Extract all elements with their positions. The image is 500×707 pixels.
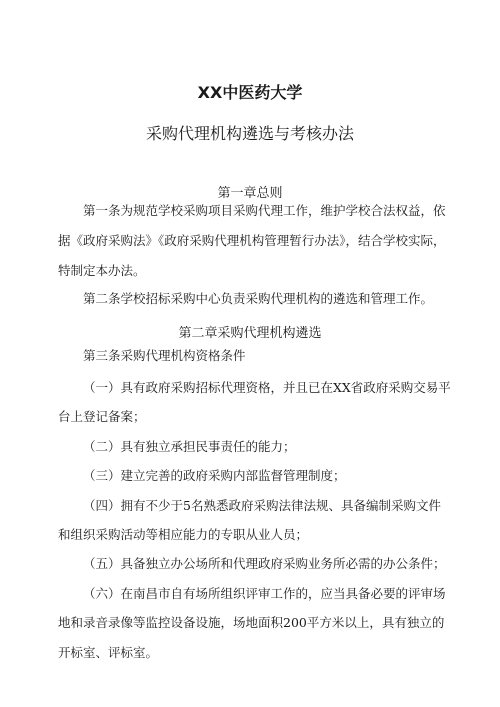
article-1-line-1: 第一条为规范学校采购项目采购代理工作，维护学校合法权益，依 <box>83 203 446 218</box>
clause-4-line-1: （四）拥有不少于5名熟悉政府采购法律法规、具备编制采购文件 <box>83 498 441 513</box>
article-1-line-2: 据《政府采购法》《政府采购代理机构管理暂行办法》，结合学校实际， <box>58 233 446 248</box>
clause-4-line-2: 和组织采购活动等相应能力的专职从业人员； <box>58 527 309 542</box>
clause-5: （五）具备独立办公场所和代理政府采购业务所必需的办公条件； <box>83 556 446 571</box>
document-subtitle: 采购代理机构遴选与考核办法 <box>145 124 354 143</box>
chapter-2-heading: 第二章采购代理机构遴选 <box>178 326 322 341</box>
document-title: XX中医药大学 <box>197 83 303 102</box>
clause-2: （二）具有独立承担民事责任的能力； <box>83 439 296 454</box>
clause-6-line-1: （六）在南昌市自有场所组织评审工作的，应当具备必要的评审场 <box>83 586 446 601</box>
article-1-line-3: 特制定本办法。 <box>58 263 146 278</box>
clause-6-line-3: 开标室、评标室。 <box>58 645 159 660</box>
clause-6-line-2: 地和录音录像等监控设备设施，场地面积200平方米以上，具有独立的 <box>58 615 445 630</box>
clause-1-line-1: （一）具有政府采购招标代理资格，并且已在XX省政府采购交易平 <box>83 380 451 395</box>
article-3: 第三条采购代理机构资格条件 <box>83 348 246 363</box>
chapter-1-heading: 第一章总则 <box>217 186 283 201</box>
clause-3: （三）建立完善的政府采购内部监督管理制度； <box>83 468 346 483</box>
clause-1-line-2: 台上登记备案； <box>58 409 146 424</box>
article-2: 第二条学校招标采购中心负责采购代理机构的遴选和管理工作。 <box>83 291 434 306</box>
